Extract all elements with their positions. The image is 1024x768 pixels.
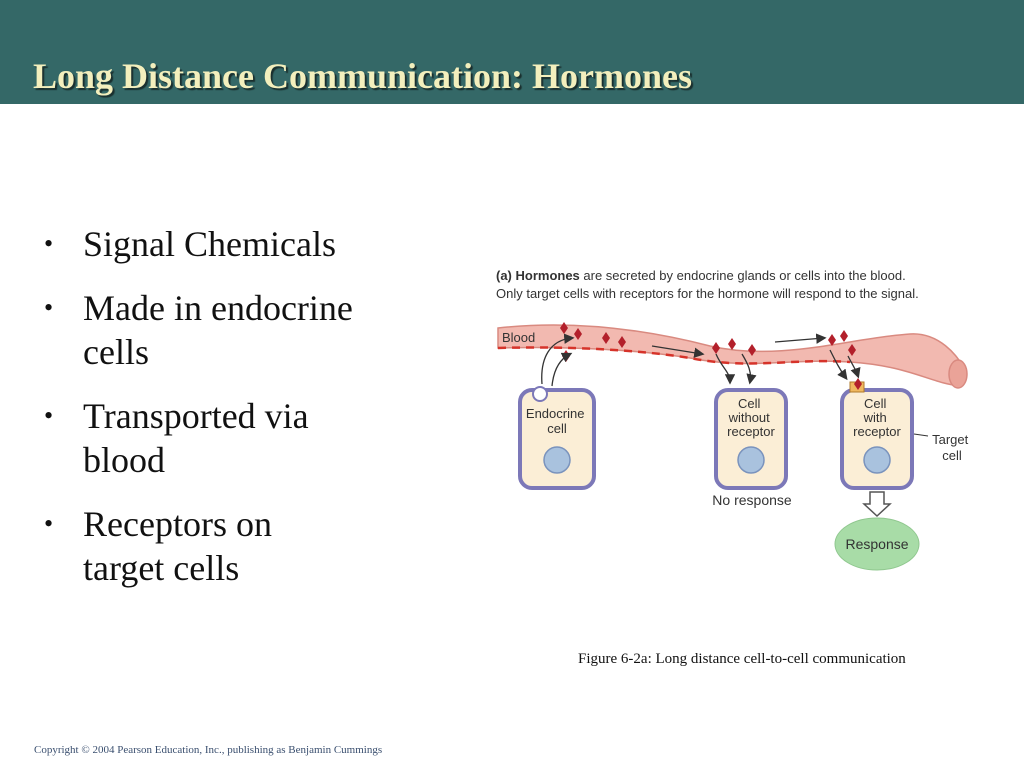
- bullet-line: target cells: [83, 548, 240, 588]
- vessel-opening: [949, 360, 967, 388]
- bullet-item: [44, 502, 444, 590]
- cell-with-receptor-label: Cell with receptor: [853, 396, 901, 439]
- bullet-line: Receptors on: [83, 504, 272, 544]
- secretory-vesicle: [533, 387, 547, 401]
- title-bar: [0, 0, 1024, 104]
- bullet-icon: •: [44, 509, 54, 538]
- endocrine-cell-label: Endocrine cell: [525, 406, 585, 436]
- hormone-figure: [490, 258, 1010, 583]
- bullet-icon: •: [44, 229, 54, 258]
- bullet-line: blood: [83, 440, 166, 480]
- figure-caption: Figure 6-2a: Long distance cell-to-cell communication: [578, 651, 906, 667]
- target-cell-leader: [914, 434, 928, 436]
- bullet-icon: •: [44, 401, 54, 430]
- response-label: Response: [845, 536, 909, 552]
- copyright-notice: Copyright © 2004 Pearson Education, Inc., publishing as Benjamin Cummings: [34, 744, 383, 756]
- nucleus-icon: [864, 447, 890, 473]
- hormone-diamond: [840, 330, 848, 342]
- bullet-icon: •: [44, 293, 54, 322]
- bullet-list: [44, 222, 444, 610]
- bullet-line: Made in endocrine: [83, 288, 353, 328]
- bullet-item: [44, 286, 444, 374]
- nucleus-icon: [544, 447, 570, 473]
- response-arrow-icon: [864, 492, 890, 516]
- blood-label: Blood: [502, 330, 536, 345]
- bullet-line: Transported via: [83, 396, 309, 436]
- arrow: [775, 338, 824, 342]
- figure-heading: (a) Hormones are secreted by endocrine glands or cells into the blood.: [496, 268, 906, 283]
- target-cell-label: Target cell: [932, 432, 969, 463]
- bullet-line: cells: [83, 332, 149, 372]
- nucleus-icon: [738, 447, 764, 473]
- no-response-label: No response: [712, 492, 792, 508]
- slide-title: Long Distance Communication: Hormones: [33, 56, 692, 96]
- figure-heading-line2: Only target cells with receptors for the hormone will respond to the signal.: [496, 286, 919, 301]
- bullet-line: Signal Chemicals: [83, 224, 336, 264]
- bullet-item: [44, 394, 444, 482]
- cell-without-receptor-label: Cell without receptor: [727, 396, 775, 439]
- hormone-diamond: [728, 338, 736, 350]
- bullet-item: [44, 222, 444, 266]
